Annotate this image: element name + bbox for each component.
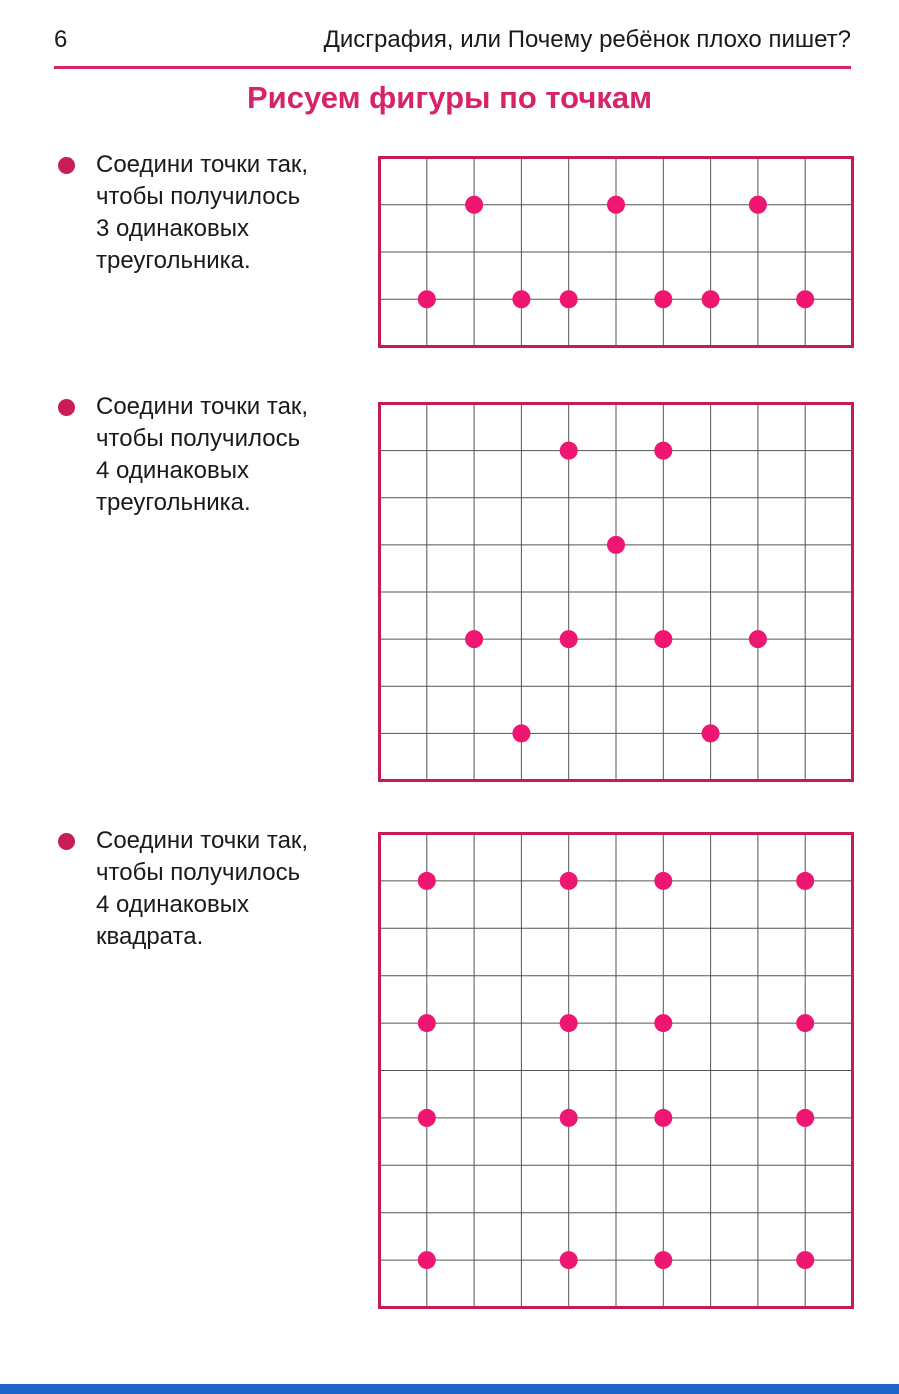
dot-grid bbox=[378, 156, 854, 348]
grid-dot bbox=[796, 1109, 814, 1127]
grid-dot bbox=[560, 290, 578, 308]
task-instruction bbox=[96, 391, 366, 519]
task-bullet bbox=[58, 157, 75, 174]
bottom-edge-bar bbox=[0, 1384, 899, 1394]
grid-dot bbox=[512, 290, 530, 308]
grid-dot bbox=[560, 872, 578, 890]
instruction-line: 4 одинаковых bbox=[96, 891, 249, 918]
grid-dot bbox=[560, 1251, 578, 1269]
grid-dot bbox=[418, 290, 436, 308]
grid-dot bbox=[796, 290, 814, 308]
grid-dot bbox=[560, 1109, 578, 1127]
grid-dot bbox=[796, 1014, 814, 1032]
task-instruction bbox=[96, 149, 366, 277]
grid-dot bbox=[654, 290, 672, 308]
running-head: Дисграфия, или Почему ребёнок плохо пишет? bbox=[323, 26, 851, 53]
instruction-line: чтобы получилось bbox=[96, 425, 301, 452]
instruction-line: квадрата. bbox=[96, 923, 204, 950]
grid-dot bbox=[418, 1014, 436, 1032]
instruction-line: Соедини точки так, bbox=[96, 827, 309, 854]
grid-dot bbox=[512, 724, 530, 742]
instruction-line: чтобы получилось bbox=[96, 183, 301, 210]
grid-dot bbox=[702, 724, 720, 742]
grid-dot bbox=[654, 1109, 672, 1127]
grid-dot bbox=[749, 196, 767, 214]
task-bullet bbox=[58, 833, 75, 850]
grid-dot bbox=[796, 1251, 814, 1269]
grid-dot bbox=[654, 1014, 672, 1032]
page-title: Рисуем фигуры по точкам bbox=[246, 80, 653, 115]
grid-dot bbox=[560, 630, 578, 648]
grid-dot bbox=[654, 630, 672, 648]
instruction-line: треугольника. bbox=[96, 489, 251, 516]
grid-dot bbox=[654, 1251, 672, 1269]
grid-dot bbox=[749, 630, 767, 648]
grid-dot bbox=[560, 1014, 578, 1032]
grid-dot bbox=[796, 872, 814, 890]
grid-dot bbox=[465, 196, 483, 214]
grid-dot bbox=[418, 1251, 436, 1269]
instruction-line: Соедини точки так, bbox=[96, 393, 309, 420]
grid-dot bbox=[654, 442, 672, 460]
instruction-line: чтобы получилось bbox=[96, 859, 301, 886]
instruction-line: Соедини точки так, bbox=[96, 151, 309, 178]
grid-dot bbox=[465, 630, 483, 648]
instruction-line: 3 одинаковых bbox=[96, 215, 249, 242]
grid-dot bbox=[607, 196, 625, 214]
task-bullet bbox=[58, 399, 75, 416]
dot-grid bbox=[378, 402, 854, 782]
grid-dot bbox=[560, 442, 578, 460]
grid-dot bbox=[654, 872, 672, 890]
header-rule bbox=[54, 66, 851, 69]
grid-dot bbox=[418, 1109, 436, 1127]
grid-dot bbox=[418, 872, 436, 890]
instruction-line: 4 одинаковых bbox=[96, 457, 249, 484]
grid-dot bbox=[607, 536, 625, 554]
task-instruction bbox=[96, 825, 366, 953]
grid-dot bbox=[702, 290, 720, 308]
dot-grid bbox=[378, 832, 854, 1309]
page-number: 6 bbox=[54, 26, 68, 53]
instruction-line: треугольника. bbox=[96, 247, 251, 274]
